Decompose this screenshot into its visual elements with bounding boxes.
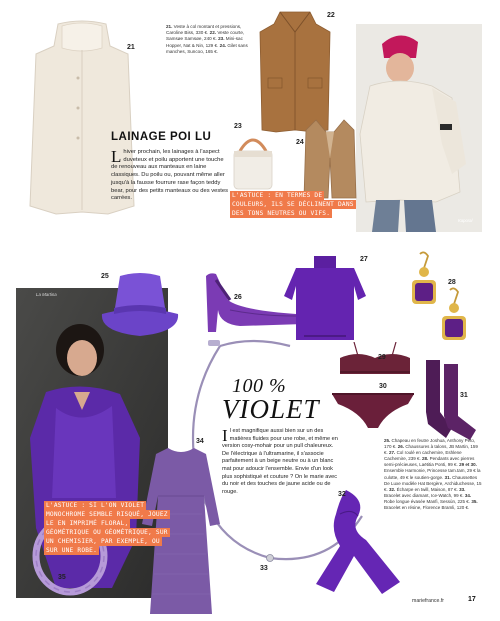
- caption-num: 23.: [218, 36, 225, 42]
- caption-text: Robe longue évasée Manfi, Sessùn, 225 €.: [384, 498, 471, 504]
- item-number-31: 31: [460, 392, 468, 399]
- item-number-32: 32: [338, 491, 346, 498]
- violet-hat-image: [98, 270, 182, 342]
- caption-text: Chaussettes De Luxe modèle Hat Bergère, Archiduchesse, 15 €.: [384, 474, 482, 492]
- caption-num: 24.: [219, 42, 227, 48]
- item-number-29: 29: [378, 354, 386, 361]
- caption-text: Mini-sac Hopper, Nat & Nin, 129 €.: [166, 36, 243, 48]
- caption-num: 25.: [384, 438, 391, 443]
- earrings-image: [402, 250, 474, 352]
- tip-label-bottom: [44, 501, 174, 555]
- caption-text: Veste à col montant et pressions, Caroline Biss, 330 €.: [166, 24, 242, 36]
- mini-bag-image: [230, 131, 276, 191]
- item-number-22: 22: [327, 12, 335, 19]
- dropcap: L: [111, 147, 122, 166]
- caption-num: 26.: [397, 444, 405, 450]
- lainage-body: [111, 149, 229, 203]
- footer-page-number: 17: [468, 596, 476, 603]
- tip-label-top: [230, 191, 358, 218]
- dropcap: I: [222, 426, 228, 445]
- sleeveless-vest-image: [302, 118, 358, 200]
- item-number-35: 35: [58, 574, 66, 581]
- item-number-25: 25: [101, 273, 109, 280]
- item-number-28: 28: [448, 279, 456, 286]
- caption-text: Col roulé en cachemire, Eshlene Cachemire, 239 €.: [384, 450, 462, 462]
- item-number-27: 27: [360, 256, 368, 263]
- caption-text: Gilet sans manches, Suncoo, 165 €.: [166, 42, 248, 54]
- caption-text: Bracelet en résine, Florence Bramli, 120 €.: [384, 505, 470, 511]
- violet-title-line1: 100 %: [232, 375, 287, 397]
- bottom-caption: [384, 438, 482, 511]
- caption-text: Chapeau en feutre Joshua, Anthony Peto, 170 €.: [384, 438, 476, 450]
- lainage-body-text: hiver prochain, les lainages à l'aspect duveteux et poilu apportent une touche de renouveau aux manteaux en laine classiques. Du poilu ou, pouvant même aller jusqu'à la fausse fourrure rase façon teddy bear, pour des petits manteaux ou des vestes carrées.: [111, 149, 228, 202]
- caption-text: Bracelet avec diamant, Ice-Watch, 99 €.: [384, 492, 464, 498]
- camel-jacket-image: [258, 8, 332, 134]
- socks-image: [418, 358, 480, 442]
- model-photo-fleece: [356, 24, 482, 232]
- caption-num: 22.: [209, 30, 217, 36]
- item-number-23: 23: [234, 123, 242, 130]
- tip-text-top: L'ASTUCE : EN TERMES DE COULEURS, ILS SE DÉCLINENT DANS DES TONS NEUTRES OU VIFS.: [232, 192, 354, 217]
- caption-num: 29 et 30.: [459, 462, 477, 468]
- caption-text: Chaussures à talons, JB Martin, 159 €.: [384, 444, 478, 456]
- violet-body-text: l est magnifique aussi bien sur un des matières fluides pour une robe, et même en version cosy-mohair pour un pull chaleureux. De l'électrique à l'ultramarine, il s'associe parfaitement à un beige neutre ou à un blanc mat pour adoucir l'ensemble. Envie d'un look plus sophistiqué et couture ? On le marie avec du noir et des touches de jaune acide ou de rouge.: [222, 428, 338, 495]
- caption-num: 33.: [459, 486, 466, 492]
- item-number-30: 30: [379, 383, 387, 390]
- item-number-24: 24: [296, 139, 304, 146]
- caption-num: 35.: [471, 498, 478, 504]
- item-number-21: 21: [127, 44, 135, 51]
- item-number-34: 34: [196, 438, 204, 445]
- lainage-section-title: LAINAGE POI LU: [111, 131, 212, 143]
- caption-text: Ensemble Harmonie, Princesse tam.tam, 29 € la culotte, 49 € le soutien-gorge.: [384, 468, 481, 480]
- caption-num: 28.: [422, 456, 429, 462]
- violet-title-line2: VIOLET: [222, 394, 320, 424]
- caption-num: 34.: [464, 492, 472, 498]
- caption-num: 32.: [389, 486, 396, 492]
- caption-text: Écharpe en twill, Maison, 87 €.: [396, 486, 458, 492]
- caption-text: Veste courte, Samsøe Samsøe, 240 €.: [166, 30, 245, 42]
- item-number-33: 33: [260, 565, 268, 572]
- caption-num: 27.: [389, 450, 396, 456]
- tip-text-bottom: L'ASTUCE : SI L'ON VIOLET MONOCHROME SEMBLE RISQUÉ, JOUEZ LE EN IMPRIMÉ FLORAL, GÉOMÉTRIQUE OU GÉOMÉTRIQUE, SUR UN CHEMISIER, PAR EXEMPLE, OU SUR UNE ROBE.: [46, 502, 168, 554]
- caption-num: 31.: [444, 474, 451, 480]
- caption-num: 21.: [166, 24, 173, 29]
- photo-credit-top: Kaporal: [458, 218, 473, 223]
- footer-site: mariefrance.fr: [412, 598, 444, 604]
- photo-credit-bottom: La Martina: [36, 292, 57, 297]
- top-caption: [166, 24, 258, 55]
- turtleneck-sweater-image: [284, 256, 366, 342]
- item-number-26: 26: [234, 294, 242, 301]
- caption-text: Pendants avec pierres semi-précieuses, Laëtitia Ponti, 99 €.: [384, 456, 475, 468]
